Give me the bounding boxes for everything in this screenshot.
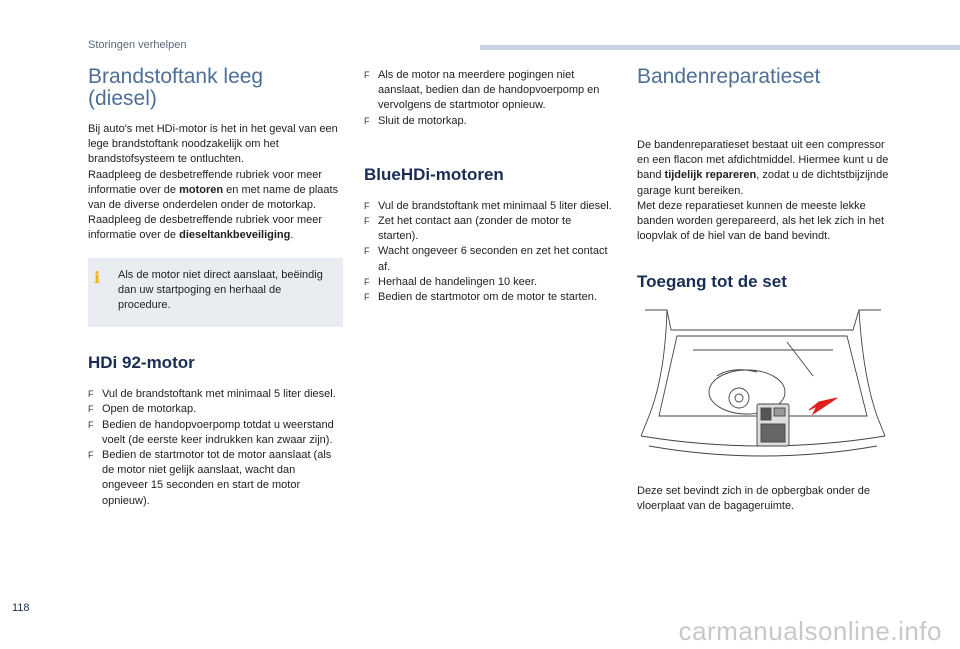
reference-text: Raadpleeg de desbetreffende rubriek voor meer informatie over de: [88, 168, 323, 196]
trunk-right-wall: [859, 310, 885, 436]
step-text: Zet het contact aan (zonder de motor te starten).: [378, 215, 572, 243]
reference-bold: motoren: [179, 183, 224, 196]
header-bar: [480, 45, 960, 50]
info-box: [88, 258, 343, 328]
floor-line: [787, 342, 813, 376]
page-number: 118: [12, 602, 30, 614]
list-item: [364, 199, 612, 214]
step-text: Als de motor na meerdere pogingen niet aanslaat, bedien dan de handopvoerpomp en vervolgens de startmotor opnieuw.: [378, 69, 600, 112]
trunk-frame: [645, 310, 881, 330]
info-text: Als de motor niet direct aanslaat, beëindig dan uw startpoging en herhaal de procedure.: [118, 268, 323, 312]
bullet-icon: F: [88, 389, 94, 400]
section-header: Storingen verhelpen: [88, 39, 187, 51]
list-item: [88, 387, 343, 402]
bullet-icon: F: [364, 276, 370, 287]
bullet-icon: F: [364, 200, 370, 211]
kit-base: [761, 424, 785, 442]
bullet-icon: F: [88, 404, 94, 415]
trunk-illustration: [637, 306, 889, 466]
step-text: Herhaal de handelingen 10 keer.: [378, 275, 538, 288]
step-text: Bedien de startmotor om de motor te starten.: [378, 291, 597, 304]
list-item: [88, 402, 343, 417]
step-text: Bedien de handopvoerpomp totdat u weerstand voelt (de eerste keer indrukken kan zwaar zijn).: [102, 418, 334, 446]
list-item: [364, 214, 612, 244]
title-brandstoftank-leeg: Brandstoftank leeg (diesel): [88, 65, 264, 110]
bullet-icon: F: [364, 216, 370, 227]
reference-motoren: [88, 168, 343, 214]
bluehdi-steps-list: [364, 199, 612, 305]
title-hdi-92: HDi 92-motor: [88, 353, 195, 373]
list-item: [364, 68, 612, 114]
kit-compressor: [761, 408, 771, 420]
list-item: [364, 275, 612, 290]
bullet-icon: F: [364, 292, 370, 303]
bullet-icon: F: [364, 115, 370, 126]
reference-text: Raadpleeg de desbetreffende rubriek voor meer informatie over de: [88, 214, 323, 242]
reference-text: .: [290, 229, 294, 242]
list-item: [88, 448, 343, 509]
bullet-icon: F: [364, 70, 370, 80]
bullet-icon: F: [364, 246, 370, 257]
hdi-steps-list: [88, 387, 343, 509]
list-item: [364, 290, 612, 305]
list-item: [88, 418, 343, 448]
step-text: Bedien de startmotor tot de motor aanslaat (als de motor niet gelijk aanslaat, wacht dan ongeveer 15 seconden en start de motor opnieuw).: [102, 449, 332, 507]
wheel-center: [735, 394, 743, 402]
title-toegang-tot-de-set: Toegang tot de set: [637, 272, 787, 292]
bullet-icon: F: [88, 419, 94, 430]
info-icon: i: [94, 267, 101, 287]
reference-dieseltank: [88, 213, 343, 243]
reference-text: en met name de plaats van de diverse onderdelen onder de motorkap.: [88, 183, 339, 212]
continued-steps-list: [364, 68, 612, 129]
bumper-lower: [649, 446, 877, 456]
reference-bold: dieseltankbeveiliging: [179, 229, 291, 242]
watermark: carmanualsonline.info: [678, 616, 942, 646]
kit-description: [637, 138, 899, 199]
column-right: [637, 66, 899, 514]
step-text: Vul de brandstoftank met minimaal 5 liter diesel.: [378, 199, 612, 212]
description-bold: tijdelijk repareren: [664, 169, 757, 182]
description-text: De bandenreparatieset bestaat uit een compressor en een flacon met afdichtmiddel. Hiermee kunt u de band: [637, 139, 889, 182]
trunk-left-wall: [641, 310, 667, 436]
column-middle: [364, 68, 612, 305]
wheel-hub: [729, 388, 749, 408]
column-left: [88, 66, 343, 509]
kit-coverage: Met deze reparatieset kunnen de meeste lekke banden worden gerepareerd, als het lek zich in het loopvlak of de hiel van de band bevindt.: [637, 199, 885, 243]
bullet-icon: F: [88, 450, 94, 461]
list-item: [364, 244, 612, 274]
red-arrow-icon: [809, 398, 837, 414]
title-bandenreparatieset: Bandenreparatieset: [637, 65, 821, 88]
step-text: Wacht ongeveer 6 seconden en zet het contact af.: [378, 245, 608, 273]
image-caption: Deze set bevindt zich in de opbergbak onder de vloerplaat van de bagageruimte.: [637, 484, 870, 512]
step-text: Open de motorkap.: [102, 403, 197, 416]
list-item: [364, 114, 612, 129]
intro-text: Bij auto's met HDi-motor is het in het geval van een lege brandstoftank noodzakelijk om het brandstofsysteem te ontluchten.: [88, 123, 338, 166]
description-text: , zodat u de dichtstbijzijnde garage kunt bereiken.: [637, 169, 889, 197]
kit-flacon: [774, 408, 785, 416]
step-text: Sluit de motorkap.: [378, 114, 467, 127]
title-bluehdi: BlueHDi-motoren: [364, 164, 504, 184]
step-text: Vul de brandstoftank met minimaal 5 liter diesel.: [102, 388, 336, 401]
